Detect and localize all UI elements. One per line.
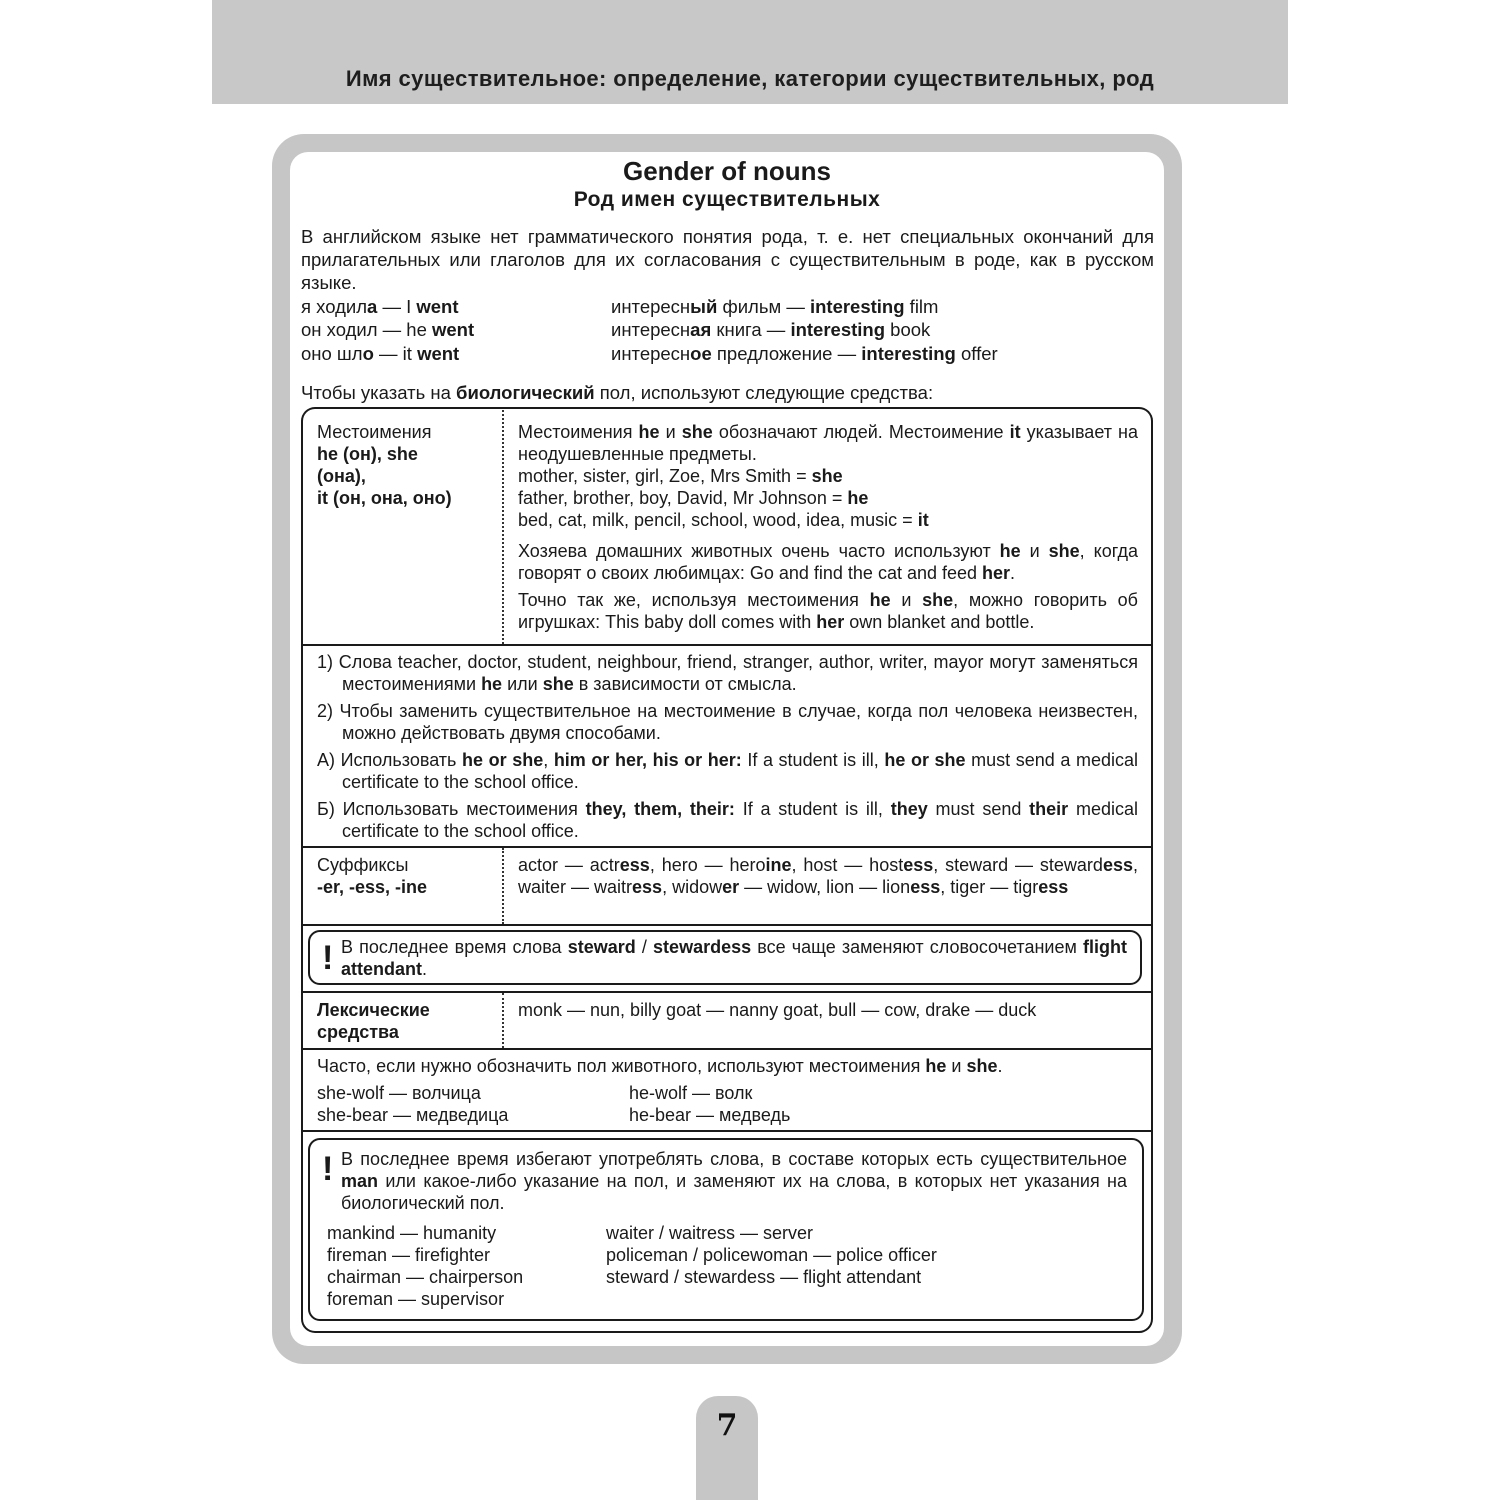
divider xyxy=(301,644,1153,646)
divider xyxy=(301,846,1153,848)
animals-female-list: she-wolf — волчица she-bear — медведица xyxy=(317,1083,509,1125)
pronouns-explanation: Местоимения he и she обозначают людей. Местоимение it указывает на неодушевленные предметы. mother, sister, girl, Zoe, Mrs Smith = she father, brother, boy, David, Mr Johnson = he bed, cat, milk, pencil, school, wood, idea, music = it Хозяева домашних животных очень часто используют he и she, когда говорят о своих любимцах: Go and find the cat and feed her. Точно так же, используя местоимения he и she, можно говорить об игрушках: This baby doll comes with her own blanket and bottle. xyxy=(518,422,1138,632)
card-title-ru: Род имен существительных xyxy=(573,188,881,211)
note-gender-neutral: В последнее время избегают употреблять слова, в составе которых есть существительное man или какое-либо указание на пол, и заменяют их на слова, в которых нет указания на биологический пол. xyxy=(341,1149,1127,1213)
divider xyxy=(301,924,1153,926)
animals-male-list: he-wolf — волк he-bear — медведь xyxy=(629,1083,791,1125)
exclamation-icon: ! xyxy=(322,1150,334,1188)
suffixes-label: Суффиксы -er, -ess, -ine xyxy=(317,855,428,897)
gender-neutral-rules: 1) Слова teacher, doctor, student, neighbour, friend, stranger, author, writer, mayor могут заменяться местоимениями he или she в зависимости от смысла. 2) Чтобы заменить существительное на местоимение в случае, когда пол человека неизвестен, можно действовать двумя способами. А) Использовать he or she, him or her, his or her: If a student is ill, he or she must send a medical certificate to the school office. Б) Использовать местоимения they, them, their: If a student is ill, they must send their medical certificate to the school office. xyxy=(317,652,1139,841)
header-band xyxy=(212,0,1288,104)
exclamation-icon: ! xyxy=(322,939,334,977)
column-divider xyxy=(502,848,504,924)
example-row: интересная книга — interesting book xyxy=(611,319,931,341)
note-steward: В последнее время слова steward / stewardess все чаще заменяют словосочетанием flight attendant. xyxy=(341,937,1127,979)
example-row: я ходила — I went xyxy=(301,296,459,317)
neutral-words-right: waiter / waitress — server policeman / policewoman — police officer steward / stewardess — flight attendant xyxy=(606,1223,937,1287)
example-row: интересное предложение — interesting offer xyxy=(611,342,998,364)
example-row: оно шло — it went xyxy=(301,342,460,364)
intro-paragraph: В английском языке нет грамматического понятия рода, т. е. нет специальных окончаний для прилагательных или глаголов для их согласования с существительным в роде, как в русском языке. xyxy=(301,226,1154,293)
examples-adjectives xyxy=(611,295,998,365)
lead-sentence: Чтобы указать на биологический пол, используют следующие средства: xyxy=(301,382,934,403)
column-divider xyxy=(502,410,504,644)
suffixes-examples: actor — actress, hero — heroine, host — hostess, steward — stewardess, waiter — waitress, widower — widow, lion — lioness, tiger — tigress xyxy=(518,855,1138,897)
page-header-title: Имя существительное: определение, категории существительных, род xyxy=(345,66,1155,91)
example-row: он ходил — he went xyxy=(301,319,475,341)
examples-verbs xyxy=(301,295,474,365)
lexical-label: Лексические средства xyxy=(317,1000,430,1042)
divider xyxy=(301,991,1153,993)
lexical-examples: monk — nun, billy goat — nanny goat, bull — cow, drake — duck xyxy=(518,1000,1037,1020)
page-number: 7 xyxy=(716,1408,738,1443)
pronouns-label: Местоимения he (он), she (она), it (он, она, оно) xyxy=(317,422,452,508)
example-row: интересный фильм — interesting film xyxy=(611,296,939,317)
column-divider xyxy=(502,993,504,1048)
card-title-en: Gender of nouns xyxy=(623,156,831,186)
neutral-words-left: mankind — humanity fireman — firefighter chairman — chairperson foreman — supervisor xyxy=(327,1223,524,1309)
divider xyxy=(301,1048,1153,1050)
page-number-tab xyxy=(696,1396,758,1500)
animals-explanation: Часто, если нужно обозначить пол животного, используют местоимения he и she. xyxy=(317,1056,1003,1076)
